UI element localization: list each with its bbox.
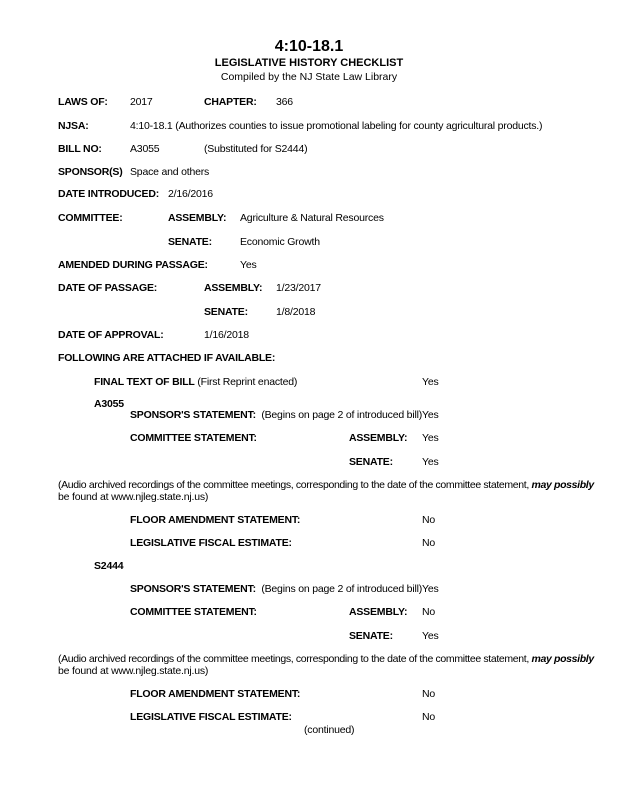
committee-assembly-label: ASSEMBLY:: [168, 212, 227, 224]
s2444-audio-emphasis: may possibly: [531, 653, 594, 665]
amended-label: AMENDED DURING PASSAGE:: [58, 259, 208, 271]
a3055-assembly-value: Yes: [422, 432, 439, 444]
bill-no-label: BILL NO:: [58, 143, 102, 155]
passage-senate-label: SENATE:: [204, 306, 248, 318]
laws-of-value: 2017: [130, 96, 153, 108]
laws-of-label: LAWS OF:: [58, 96, 108, 108]
sponsors-label: SPONSOR(S): [58, 166, 123, 178]
page-title: 4:10-18.1: [274, 38, 344, 55]
compiled-by: Compiled by the NJ State Law Library: [220, 71, 398, 83]
s2444-heading: S2444: [94, 560, 124, 572]
s2444-floor-label: FLOOR AMENDMENT STATEMENT:: [130, 688, 301, 700]
s2444-sponsor-note: (Begins on page 2 of introduced bill): [261, 583, 423, 595]
page-subtitle: LEGISLATIVE HISTORY CHECKLIST: [214, 57, 404, 69]
s2444-floor-value: No: [422, 688, 436, 700]
a3055-floor-label: FLOOR AMENDMENT STATEMENT:: [130, 514, 301, 526]
passage-assembly-value: 1/23/2017: [276, 282, 321, 294]
s2444-senate-value: Yes: [422, 630, 439, 642]
a3055-sponsor-value: Yes: [422, 409, 439, 421]
passage-senate-value: 1/8/2018: [276, 306, 316, 318]
s2444-fiscal-value: No: [422, 711, 436, 723]
njsa-label: NJSA:: [58, 120, 89, 132]
final-text-row: [94, 376, 297, 389]
date-of-approval-label: DATE OF APPROVAL:: [58, 329, 164, 341]
s2444-assembly-label: ASSEMBLY:: [349, 606, 408, 618]
sponsors-value: Space and others: [130, 166, 210, 178]
committee-senate-value: Economic Growth: [240, 236, 320, 248]
s2444-sponsor-row: [130, 583, 422, 596]
chapter-value: 366: [276, 96, 293, 108]
s2444-audio-text: (Audio archived recordings of the committee meetings, corresponding to the date of the committee statement,: [58, 653, 529, 665]
a3055-sponsor-label: SPONSOR'S STATEMENT:: [130, 409, 256, 421]
attached-heading: FOLLOWING ARE ATTACHED IF AVAILABLE:: [58, 352, 276, 364]
s2444-fiscal-label: LEGISLATIVE FISCAL ESTIMATE:: [130, 711, 292, 723]
date-of-approval-value: 1/16/2018: [204, 329, 249, 341]
a3055-heading: A3055: [94, 398, 124, 410]
a3055-sponsor-row: [130, 409, 422, 422]
a3055-audio-emphasis: may possibly: [531, 479, 594, 491]
a3055-committee-label: COMMITTEE STATEMENT:: [130, 432, 257, 444]
bill-no-note: (Substituted for S2444): [204, 143, 308, 155]
final-text-value: Yes: [422, 376, 439, 388]
final-text-label: FINAL TEXT OF BILL: [94, 376, 195, 388]
s2444-sponsor-label: SPONSOR'S STATEMENT:: [130, 583, 256, 595]
s2444-sponsor-value: Yes: [422, 583, 439, 595]
chapter-label: CHAPTER:: [204, 96, 257, 108]
committee-label: COMMITTEE:: [58, 212, 123, 224]
a3055-sponsor-note: (Begins on page 2 of introduced bill): [261, 409, 423, 421]
a3055-floor-value: No: [422, 514, 436, 526]
s2444-assembly-value: No: [422, 606, 436, 618]
s2444-audio-line2: be found at www.njleg.state.nj.us): [58, 665, 209, 677]
continued-note: (continued): [304, 724, 355, 736]
a3055-audio-line2: be found at www.njleg.state.nj.us): [58, 491, 209, 503]
a3055-fiscal-label: LEGISLATIVE FISCAL ESTIMATE:: [130, 537, 292, 549]
committee-assembly-value: Agriculture & Natural Resources: [240, 212, 384, 224]
s2444-committee-label: COMMITTEE STATEMENT:: [130, 606, 257, 618]
passage-assembly-label: ASSEMBLY:: [204, 282, 263, 294]
njsa-value: 4:10-18.1 (Authorizes counties to issue promotional labeling for county agricultural products.): [130, 120, 543, 132]
a3055-audio-text: (Audio archived recordings of the committee meetings, corresponding to the date of the committee statement,: [58, 479, 529, 491]
a3055-senate-value: Yes: [422, 456, 439, 468]
s2444-senate-label: SENATE:: [349, 630, 393, 642]
bill-no-value: A3055: [130, 143, 160, 155]
a3055-fiscal-value: No: [422, 537, 436, 549]
a3055-senate-label: SENATE:: [349, 456, 393, 468]
committee-senate-label: SENATE:: [168, 236, 212, 248]
a3055-assembly-label: ASSEMBLY:: [349, 432, 408, 444]
date-introduced-label: DATE INTRODUCED:: [58, 188, 160, 200]
date-of-passage-label: DATE OF PASSAGE:: [58, 282, 158, 294]
final-text-note: (First Reprint enacted): [197, 376, 298, 388]
date-introduced-value: 2/16/2016: [168, 188, 213, 200]
amended-value: Yes: [240, 259, 257, 271]
